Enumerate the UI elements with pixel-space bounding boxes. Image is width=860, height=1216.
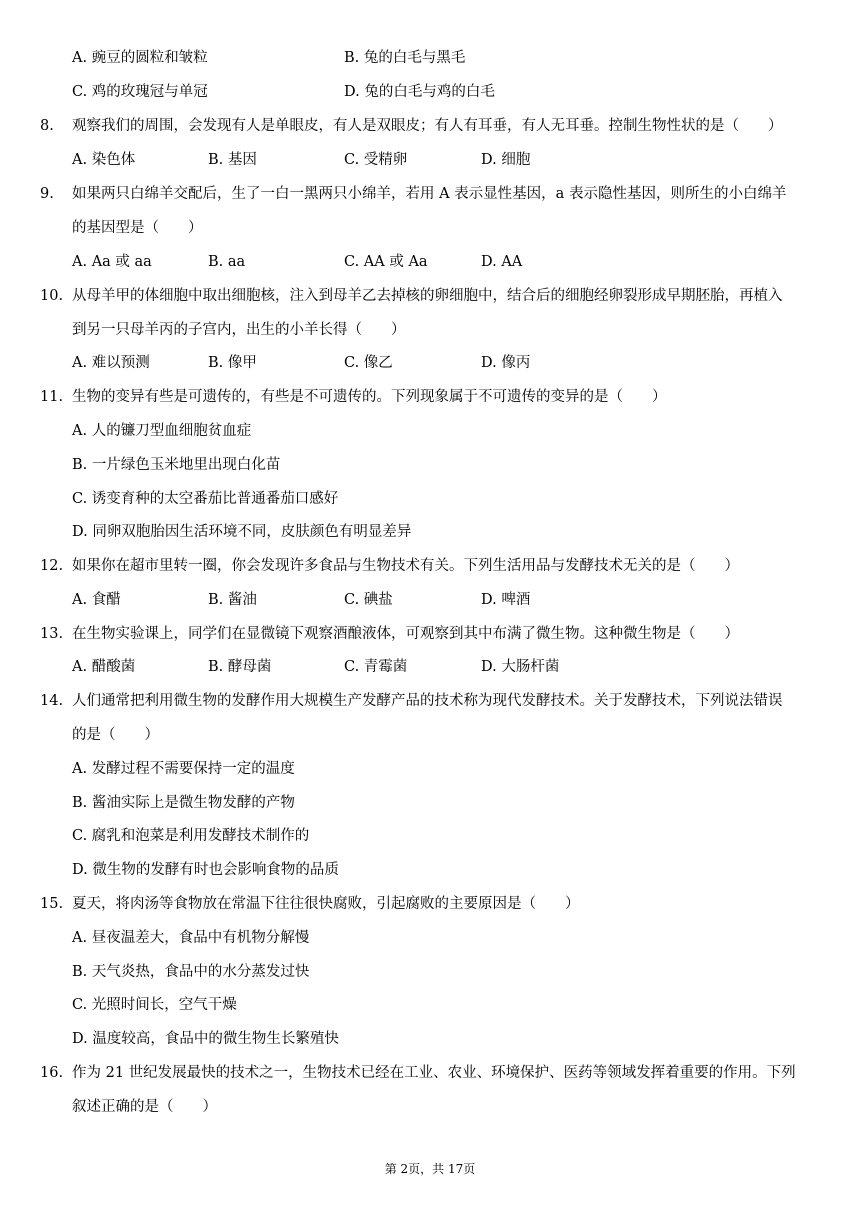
q9-option-c: C. AA 或 Aa — [344, 254, 428, 270]
q14-stem-line2: 的是（ ） — [72, 727, 159, 743]
q8-option-b: B. 基因 — [208, 152, 257, 168]
q15-option-b: B. 天气炎热，食品中的水分蒸发过快 — [72, 964, 310, 980]
q8-stem: 观察我们的周围，会发现有人是单眼皮，有人是双眼皮；有人有耳垂，有人无耳垂。控制生物性状的是（ ） — [72, 118, 783, 134]
q9-option-b: B. aa — [208, 254, 246, 270]
q15-number: 15. — [40, 896, 64, 912]
q15-option-a: A. 昼夜温差大，食品中有机物分解慢 — [72, 930, 310, 946]
q9-option-a: A. Aa 或 aa — [72, 254, 152, 270]
q8-option-c: C. 受精卵 — [344, 152, 408, 168]
q10-stem-line2: 到另一只母羊丙的子宫内，出生的小羊长得（ ） — [72, 322, 406, 338]
q10-option-c: C. 像乙 — [344, 355, 393, 371]
q10-option-b: B. 像甲 — [208, 355, 257, 371]
q11-option-c: C. 诱变育种的太空番茄比普通番茄口感好 — [72, 491, 339, 507]
q12-option-a: A. 食醋 — [72, 592, 121, 608]
q11-stem: 生物的变异有些是可遗传的，有些是不可遗传的。下列现象属于不可遗传的变异的是（ ） — [72, 389, 667, 405]
q12-option-d: D. 啤酒 — [481, 592, 531, 608]
q13-option-b: B. 酵母菌 — [208, 659, 272, 675]
q16-stem-line2: 叙述正确的是（ ） — [72, 1099, 217, 1115]
q7-option-b: B. 兔的白毛与黑毛 — [344, 50, 466, 66]
page-footer: 第 2页，共 17页 — [384, 1162, 476, 1176]
q13-option-a: A. 醋酸菌 — [72, 659, 136, 675]
q8-option-a: A. 染色体 — [72, 152, 136, 168]
q12-number: 12. — [40, 558, 64, 574]
q12-option-c: C. 碘盐 — [344, 592, 393, 608]
q11-option-b: B. 一片绿色玉米地里出现白化苗 — [72, 457, 281, 473]
q7-option-d: D. 兔的白毛与鸡的白毛 — [344, 84, 495, 100]
q13-option-d: D. 大肠杆菌 — [481, 659, 560, 675]
q7-option-c: C. 鸡的玫瑰冠与单冠 — [72, 84, 208, 100]
q10-option-a: A. 难以预测 — [72, 355, 150, 371]
q7-option-a: A. 豌豆的圆粒和皱粒 — [72, 50, 208, 66]
q9-number: 9. — [40, 186, 54, 202]
q10-number: 10. — [40, 288, 64, 304]
q12-stem: 如果你在超市里转一圈，你会发现许多食品与生物技术有关。下列生活用品与发酵技术无关的是（ ） — [72, 558, 739, 574]
q14-option-c: C. 腐乳和泡菜是利用发酵技术制作的 — [72, 828, 310, 844]
q14-option-b: B. 酱油实际上是微生物发酵的产物 — [72, 795, 295, 811]
q14-option-d: D. 微生物的发酵有时也会影响食物的品质 — [72, 862, 339, 878]
q11-number: 11. — [40, 389, 64, 405]
q15-option-c: C. 光照时间长，空气干燥 — [72, 997, 237, 1013]
q16-stem-line1: 作为 21 世纪发展最快的技术之一，生物技术已经在工业、农业、环境保护、医药等领域发挥着重要的作用。下列 — [72, 1065, 796, 1081]
q15-option-d: D. 温度较高，食品中的微生物生长繁殖快 — [72, 1031, 339, 1047]
q8-option-d: D. 细胞 — [481, 152, 531, 168]
q11-option-a: A. 人的镰刀型血细胞贫血症 — [72, 423, 252, 439]
q10-option-d: D. 像丙 — [481, 355, 531, 371]
q16-number: 16. — [40, 1065, 64, 1081]
q14-stem-line1: 人们通常把利用微生物的发酵作用大规模生产发酵产品的技术称为现代发酵技术。关于发酵技术，下列说法错误 — [72, 693, 783, 709]
q14-option-a: A. 发酵过程不需要保持一定的温度 — [72, 761, 295, 777]
q8-number: 8. — [40, 118, 54, 134]
q11-option-d: D. 同卵双胞胎因生活环境不同，皮肤颜色有明显差异 — [72, 524, 412, 540]
q13-stem: 在生物实验课上，同学们在显微镜下观察酒酿液体，可观察到其中布满了微生物。这种微生物是（ ） — [72, 626, 739, 642]
q9-option-d: D. AA — [481, 254, 523, 270]
q12-option-b: B. 酱油 — [208, 592, 257, 608]
q14-number: 14. — [40, 693, 64, 709]
q13-option-c: C. 青霉菌 — [344, 659, 408, 675]
q13-number: 13. — [40, 626, 64, 642]
q10-stem-line1: 从母羊甲的体细胞中取出细胞核，注入到母羊乙去掉核的卵细胞中，结合后的细胞经卵裂形成早期胚胎，再植入 — [72, 288, 783, 304]
q15-stem: 夏天，将肉汤等食物放在常温下往往很快腐败，引起腐败的主要原因是（ ） — [72, 896, 580, 912]
q9-stem-line2: 的基因型是（ ） — [72, 220, 203, 236]
q9-stem-line1: 如果两只白绵羊交配后，生了一白一黑两只小绵羊，若用 A 表示显性基因，a 表示隐性基因，则所生的小白绵羊 — [72, 186, 787, 202]
